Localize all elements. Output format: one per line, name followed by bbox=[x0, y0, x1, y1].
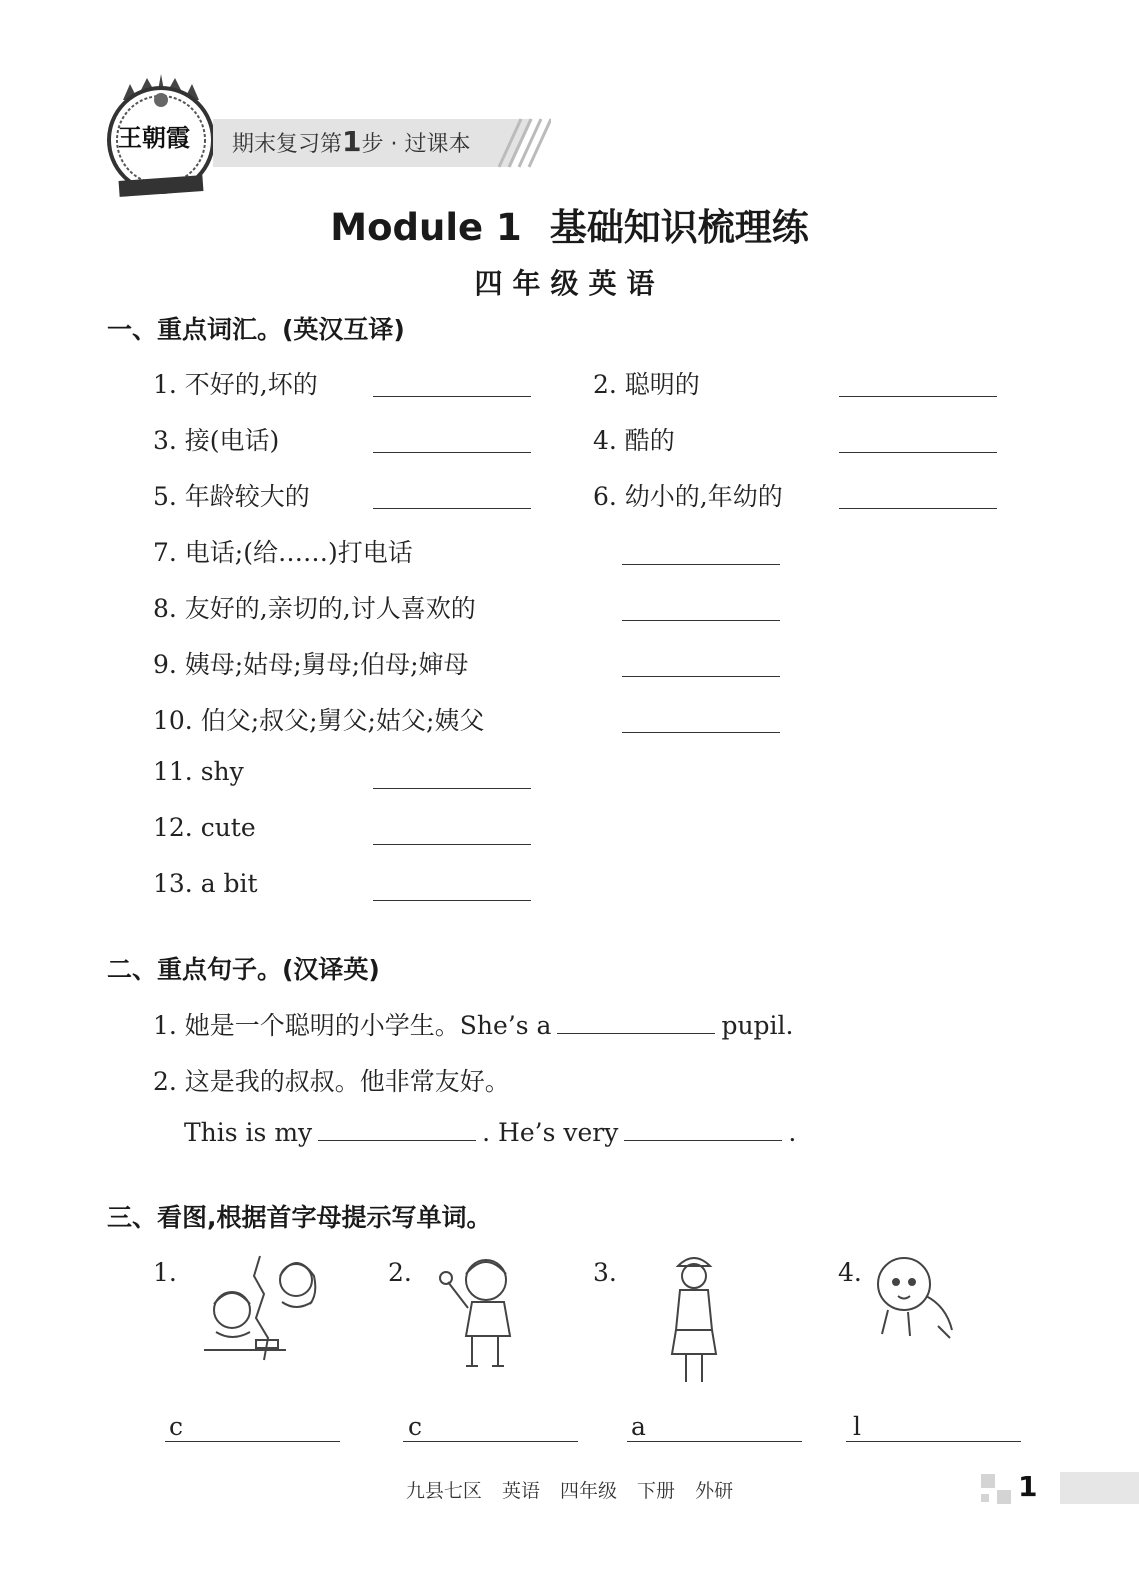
hint-letter: c bbox=[408, 1412, 423, 1441]
answer-blank[interactable] bbox=[624, 1118, 782, 1141]
sentence-1-suffix: pupil. bbox=[721, 1011, 794, 1040]
answer-blank[interactable] bbox=[622, 732, 780, 733]
section-2-heading: 二、重点句子。(汉译英) bbox=[107, 955, 380, 984]
title-module: Module 1 bbox=[330, 206, 522, 249]
title-topic: 基础知识梳理练 bbox=[549, 206, 809, 249]
answer-blank[interactable] bbox=[373, 844, 531, 845]
answer-blank[interactable] bbox=[318, 1118, 476, 1141]
answer-blank[interactable] bbox=[839, 396, 997, 397]
sentence-item-2-cn: 2. 这是我的叔叔。他非常友好。 bbox=[153, 1067, 510, 1096]
vocab-item: 4. 酷的 bbox=[593, 426, 675, 455]
page-number: 1 bbox=[1018, 1470, 1038, 1503]
sentence-2-part-a: This is my bbox=[184, 1118, 313, 1147]
page-subtitle: 四年级英语 bbox=[474, 267, 665, 300]
banner-suffix: 步 · 过课本 bbox=[361, 132, 471, 157]
vocab-item: 9. 姨母;姑母;舅母;伯母;婶母 bbox=[153, 650, 469, 679]
sentence-item-2-en bbox=[184, 1118, 796, 1147]
vocab-item: 10. 伯父;叔父;舅父;姑父;姨父 bbox=[153, 706, 485, 735]
picture-number: 3. bbox=[593, 1258, 617, 1287]
boy-waving-illustration bbox=[436, 1252, 526, 1386]
crawling-baby-illustration bbox=[868, 1252, 960, 1352]
hint-letter: a bbox=[631, 1412, 646, 1441]
answer-blank[interactable] bbox=[627, 1441, 802, 1442]
answer-blank[interactable] bbox=[622, 620, 780, 621]
vocab-item: 3. 接(电话) bbox=[153, 426, 280, 455]
footer-decor bbox=[981, 1474, 995, 1488]
answer-blank[interactable] bbox=[557, 1011, 715, 1034]
answer-blank[interactable] bbox=[839, 508, 997, 509]
footer-info: 九县七区 英语 四年级 下册 外研 bbox=[405, 1480, 734, 1502]
picture-number: 4. bbox=[838, 1258, 862, 1287]
hint-letter: c bbox=[169, 1412, 184, 1441]
answer-blank[interactable] bbox=[373, 508, 531, 509]
vocab-item: 5. 年龄较大的 bbox=[153, 482, 310, 511]
answer-blank[interactable] bbox=[373, 900, 531, 901]
banner-label bbox=[232, 125, 470, 158]
answer-blank[interactable] bbox=[846, 1441, 1021, 1442]
vocab-item: 1. 不好的,坏的 bbox=[153, 370, 318, 399]
footer-decor bbox=[997, 1490, 1011, 1504]
sentence-1-prefix: 1. 她是一个聪明的小学生。She’s a bbox=[153, 1011, 552, 1040]
vocab-item: 13. a bit bbox=[153, 869, 258, 898]
banner-step: 1 bbox=[342, 125, 362, 158]
vocab-item: 2. 聪明的 bbox=[593, 370, 700, 399]
brand-name: 王朝霞 bbox=[118, 124, 190, 152]
vocab-item: 12. cute bbox=[153, 813, 256, 842]
vocab-item: 11. shy bbox=[153, 757, 244, 786]
picture-number: 2. bbox=[388, 1258, 412, 1287]
answer-blank[interactable] bbox=[839, 452, 997, 453]
kids-on-phone-illustration bbox=[196, 1252, 336, 1366]
answer-blank[interactable] bbox=[165, 1441, 340, 1442]
answer-blank[interactable] bbox=[373, 788, 531, 789]
sentence-item-1 bbox=[153, 1006, 794, 1042]
sentence-2-part-c: . bbox=[788, 1118, 797, 1147]
hint-letter: l bbox=[853, 1412, 861, 1441]
answer-blank[interactable] bbox=[373, 396, 531, 397]
page-number-bar bbox=[1060, 1472, 1139, 1504]
vocab-item: 8. 友好的,亲切的,讨人喜欢的 bbox=[153, 594, 476, 623]
answer-blank[interactable] bbox=[403, 1441, 578, 1442]
footer-decor bbox=[981, 1494, 989, 1502]
banner-prefix: 期末复习第 bbox=[232, 132, 343, 157]
vocab-item: 6. 幼小的,年幼的 bbox=[593, 482, 783, 511]
section-3-heading: 三、看图,根据首字母提示写单词。 bbox=[107, 1203, 492, 1232]
vocab-item: 7. 电话;(给……)打电话 bbox=[153, 538, 413, 567]
woman-standing-illustration bbox=[664, 1250, 724, 1390]
answer-blank[interactable] bbox=[622, 564, 780, 565]
answer-blank[interactable] bbox=[373, 452, 531, 453]
sentence-2-part-b: . He’s very bbox=[482, 1118, 619, 1147]
page-title bbox=[0, 197, 1139, 251]
picture-number: 1. bbox=[153, 1258, 177, 1287]
answer-blank[interactable] bbox=[622, 676, 780, 677]
section-1-heading: 一、重点词汇。(英汉互译) bbox=[107, 315, 405, 344]
